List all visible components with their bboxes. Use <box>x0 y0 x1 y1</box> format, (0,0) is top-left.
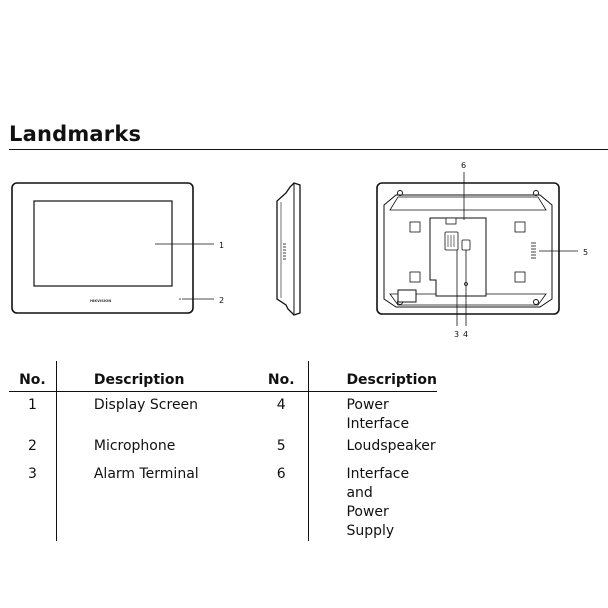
callout-3: 3 <box>454 330 460 339</box>
section-heading: Landmarks <box>9 122 142 146</box>
table-row <box>9 434 437 462</box>
cell-description-2-line-1: Interface and <box>346 466 410 501</box>
cell-no-2: 6 <box>276 466 286 482</box>
callout-6: 6 <box>461 161 467 170</box>
table-row <box>9 392 437 435</box>
rear-view <box>377 161 588 339</box>
power-interface <box>462 240 470 250</box>
header-no: No. <box>9 361 56 392</box>
cell-description: Display Screen <box>56 392 254 435</box>
ethernet-port <box>398 290 416 302</box>
interface-power-supply <box>446 218 456 224</box>
cell-description: Microphone <box>56 434 254 462</box>
landmarks-table <box>9 361 437 541</box>
cell-no: 3 <box>27 466 37 482</box>
header-no-2: No. <box>254 361 309 392</box>
cell-description-2 <box>309 462 437 541</box>
side-view <box>277 183 300 315</box>
cell-description-2: Power Interface <box>309 392 437 435</box>
cell-no-2: 4 <box>276 397 286 413</box>
header-description-2: Description <box>309 361 437 392</box>
callout-2: 2 <box>219 296 225 305</box>
alarm-terminal <box>445 232 458 250</box>
callout-1: 1 <box>219 241 225 250</box>
table-header-row <box>9 361 437 392</box>
microphone-hole <box>179 298 181 300</box>
cell-description-2: Loudspeaker <box>309 434 437 462</box>
header-description: Description <box>56 361 254 392</box>
front-view <box>12 183 224 313</box>
table-row <box>9 462 437 541</box>
display-screen <box>34 201 172 286</box>
cell-no-2: 5 <box>276 438 286 454</box>
brand-logo: HIKVISION <box>90 299 112 303</box>
cell-no: 2 <box>27 438 37 454</box>
callout-4: 4 <box>463 330 469 339</box>
callout-5: 5 <box>583 248 589 257</box>
mounting-plate <box>430 218 486 296</box>
side-profile <box>277 183 300 315</box>
cell-description-2-line-2: Power Supply <box>346 504 395 539</box>
cell-no: 1 <box>27 397 37 413</box>
cell-description: Alarm Terminal <box>56 462 254 541</box>
